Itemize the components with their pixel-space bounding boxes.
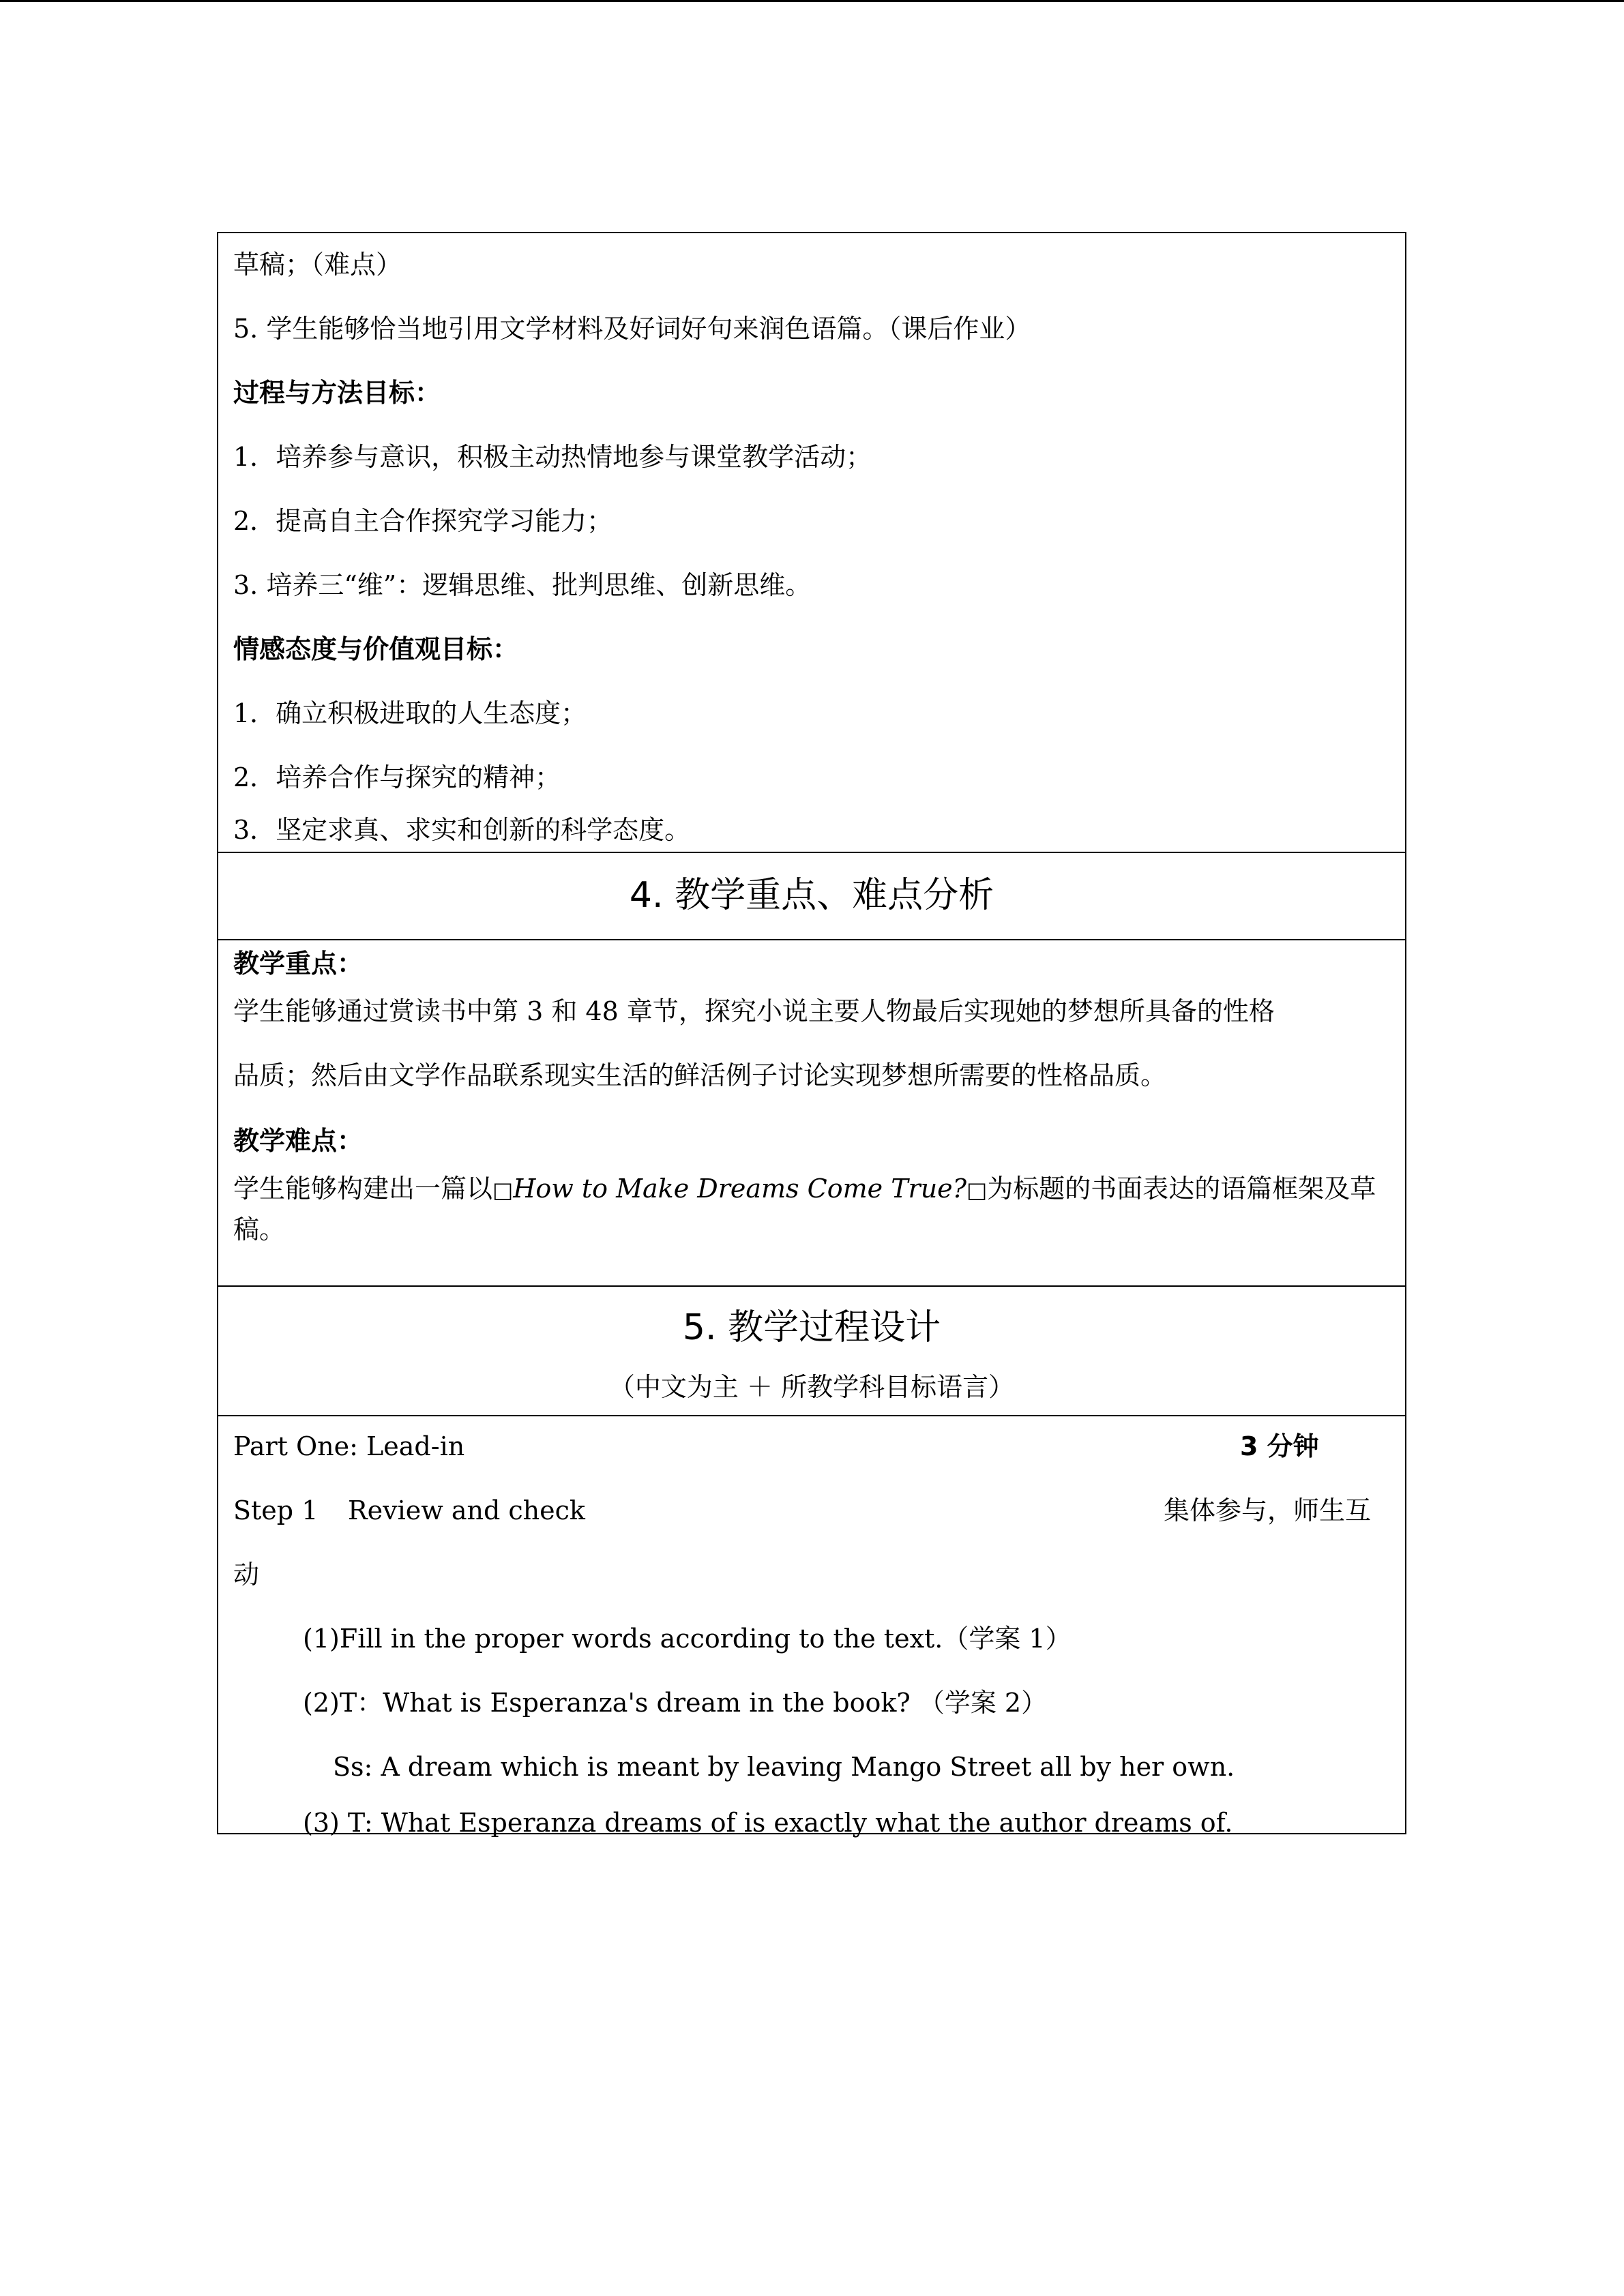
key-points-heading: 教学重点： — [233, 949, 364, 979]
lesson-plan-table — [217, 232, 1406, 1838]
part-one-time: 3 分钟 — [1240, 1431, 1319, 1461]
step-1-mode-wrap: 动 — [233, 1560, 260, 1590]
process-line-3: Ss: A dream which is meant by leaving Mango Street all by her own. — [333, 1752, 1235, 1782]
difficulty-line-2: 稿。 — [233, 1214, 286, 1244]
difficulty-heading: 教学难点： — [233, 1126, 364, 1156]
essay-title: How to Make Dreams Come True? — [513, 1174, 967, 1204]
step-1-name: Review and check — [348, 1495, 585, 1525]
step-1-label: Step 1 — [233, 1495, 319, 1525]
emotion-value-heading: 情感态度与价值观目标： — [233, 634, 519, 664]
teaching-process-cell — [218, 1415, 1405, 1838]
difficulty-line-1 — [233, 1172, 1376, 1206]
emotion-item-1: 1．确立积极进取的人生态度； — [233, 698, 587, 728]
part-one-label: Part One: Lead-in — [233, 1431, 465, 1461]
process-item-2: 2．提高自主合作探究学习能力； — [233, 506, 613, 536]
difficulty-prefix: 学生能够构建出一篇以 — [233, 1174, 493, 1204]
process-line-2: (2)T：What is Esperanza's dream in the book? （学案 2） — [303, 1688, 1048, 1718]
section-5-header-cell — [218, 1285, 1405, 1415]
emotion-item-3: 3．坚定求真、求实和创新的科学态度。 — [233, 815, 691, 845]
process-item-3: 3. 培养三“维”：逻辑思维、批判思维、创新思维。 — [233, 570, 812, 600]
emotion-item-2: 2．培养合作与探究的精神； — [233, 762, 561, 792]
key-points-line-1: 学生能够通过赏读书中第 3 和 48 章节，探究小说主要人物最后实现她的梦想所具备的性格 — [233, 996, 1275, 1026]
key-points-line-2: 品质；然后由文学作品联系现实生活的鲜活例子讨论实现梦想所需要的性格品质。 — [233, 1060, 1167, 1090]
process-line-4: (3) T: What Esperanza dreams of is exactly what the author dreams of. — [303, 1808, 1233, 1838]
section-4-header-cell — [218, 852, 1405, 939]
process-line-1: (1)Fill in the proper words according to the text.（学案 1） — [303, 1624, 1072, 1654]
process-item-1: 1．培养参与意识，积极主动热情地参与课堂教学活动； — [233, 442, 872, 472]
objectives-cell — [218, 233, 1405, 852]
objective-continuation: 草稿；（难点） — [233, 250, 402, 280]
section-4-title: 4. 教学重点、难点分析 — [629, 875, 994, 916]
process-method-heading: 过程与方法目标： — [233, 378, 441, 408]
section-4-content-cell — [218, 939, 1405, 1285]
page-top-rule — [0, 0, 1624, 2]
missing-glyph-close: □ — [966, 1177, 988, 1203]
objective-item-5: 5. 学生能够恰当地引用文学材料及好词好句来润色语篇。（课后作业） — [233, 314, 1031, 344]
section-5-title: 5. 教学过程设计 — [682, 1307, 941, 1348]
difficulty-suffix: 为标题的书面表达的语篇框架及草 — [987, 1174, 1376, 1204]
missing-glyph-open: □ — [492, 1177, 514, 1203]
section-5-subtitle: （中文为主 ＋ 所教学科目标语言） — [608, 1372, 1015, 1402]
step-1-mode: 集体参与，师生互 — [1164, 1495, 1372, 1525]
